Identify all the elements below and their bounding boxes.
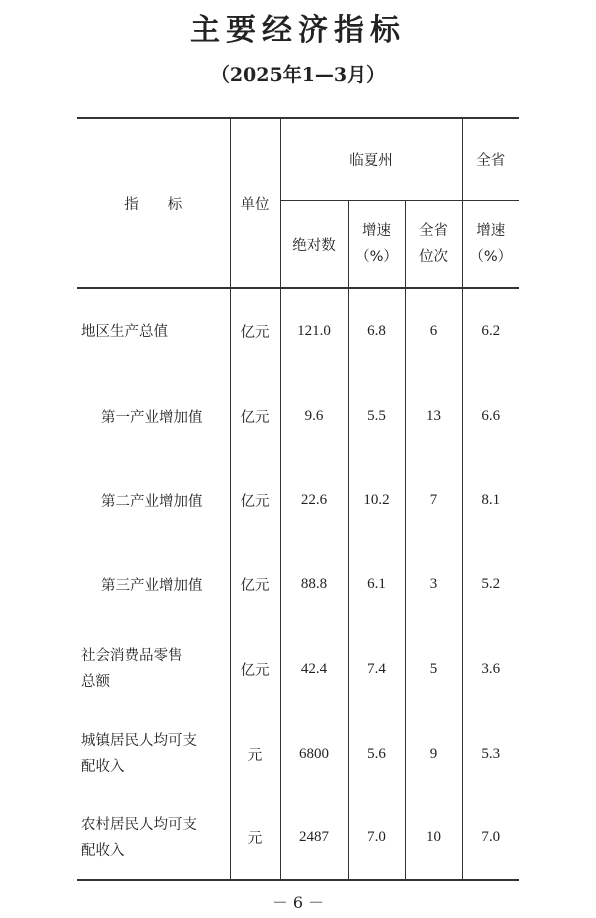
row-growth: 5.6 (348, 712, 405, 796)
row-prov-growth: 5.3 (462, 712, 519, 796)
row-prov-growth: 3.6 (462, 626, 519, 712)
row-prov-growth: 5.2 (462, 542, 519, 626)
row-absolute: 121.0 (280, 288, 348, 374)
row-absolute: 6800 (280, 712, 348, 796)
header-rank: 全省 位次 (405, 201, 462, 289)
row-growth: 7.4 (348, 626, 405, 712)
row-rank: 10 (405, 796, 462, 880)
row-name: 第三产业增加值 (101, 577, 203, 594)
row-growth: 6.8 (348, 288, 405, 374)
row-unit: 亿元 (230, 542, 280, 626)
row-name: 社会消费品零售 总额 (81, 648, 183, 690)
row-rank: 6 (405, 288, 462, 374)
economic-indicators-table (77, 117, 519, 881)
row-prov-growth: 7.0 (462, 796, 519, 880)
row-unit: 亿元 (230, 458, 280, 542)
row-absolute: 9.6 (280, 374, 348, 458)
row-rank: 5 (405, 626, 462, 712)
page-title: 主要经济指标 (190, 13, 406, 48)
row-name: 农村居民人均可支 配收入 (81, 816, 197, 859)
header-unit: 单位 (230, 118, 280, 288)
row-growth: 6.1 (348, 542, 405, 626)
row-rank: 13 (405, 374, 462, 458)
page-subtitle: （2025年1—3月） (210, 64, 386, 86)
row-absolute: 22.6 (280, 458, 348, 542)
row-absolute: 42.4 (280, 626, 348, 712)
table-row (77, 458, 519, 542)
row-absolute: 2487 (280, 796, 348, 880)
table-row (77, 374, 519, 458)
row-rank: 9 (405, 712, 462, 796)
row-unit: 亿元 (230, 374, 280, 458)
header-province: 全省 (462, 118, 519, 201)
table-row (77, 796, 519, 880)
table-row (77, 288, 519, 374)
header-indicator: 指 标 (77, 118, 230, 288)
row-unit: 元 (230, 796, 280, 880)
row-growth: 5.5 (348, 374, 405, 458)
row-unit: 亿元 (230, 288, 280, 374)
row-name: 第一产业增加值 (101, 409, 203, 426)
header-region: 临夏州 (280, 118, 462, 201)
table-row (77, 626, 519, 712)
row-prov-growth: 8.1 (462, 458, 519, 542)
header-absolute: 绝对数 (280, 201, 348, 289)
row-prov-growth: 6.2 (462, 288, 519, 374)
row-name: 第二产业增加值 (101, 493, 203, 510)
header-growth-region: 增速 （%） (348, 201, 405, 289)
table-row (77, 712, 519, 796)
row-growth: 7.0 (348, 796, 405, 880)
row-rank: 7 (405, 458, 462, 542)
row-rank: 3 (405, 542, 462, 626)
row-unit: 元 (230, 712, 280, 796)
row-prov-growth: 6.6 (462, 374, 519, 458)
row-name: 城镇居民人均可支 配收入 (81, 733, 197, 775)
header-growth-province: 增速 （%） (462, 201, 519, 289)
row-absolute: 88.8 (280, 542, 348, 626)
page-number: － 6 － (271, 893, 325, 912)
row-name: 地区生产总值 (81, 323, 168, 340)
table-row (77, 542, 519, 626)
row-unit: 亿元 (230, 626, 280, 712)
row-growth: 10.2 (348, 458, 405, 542)
